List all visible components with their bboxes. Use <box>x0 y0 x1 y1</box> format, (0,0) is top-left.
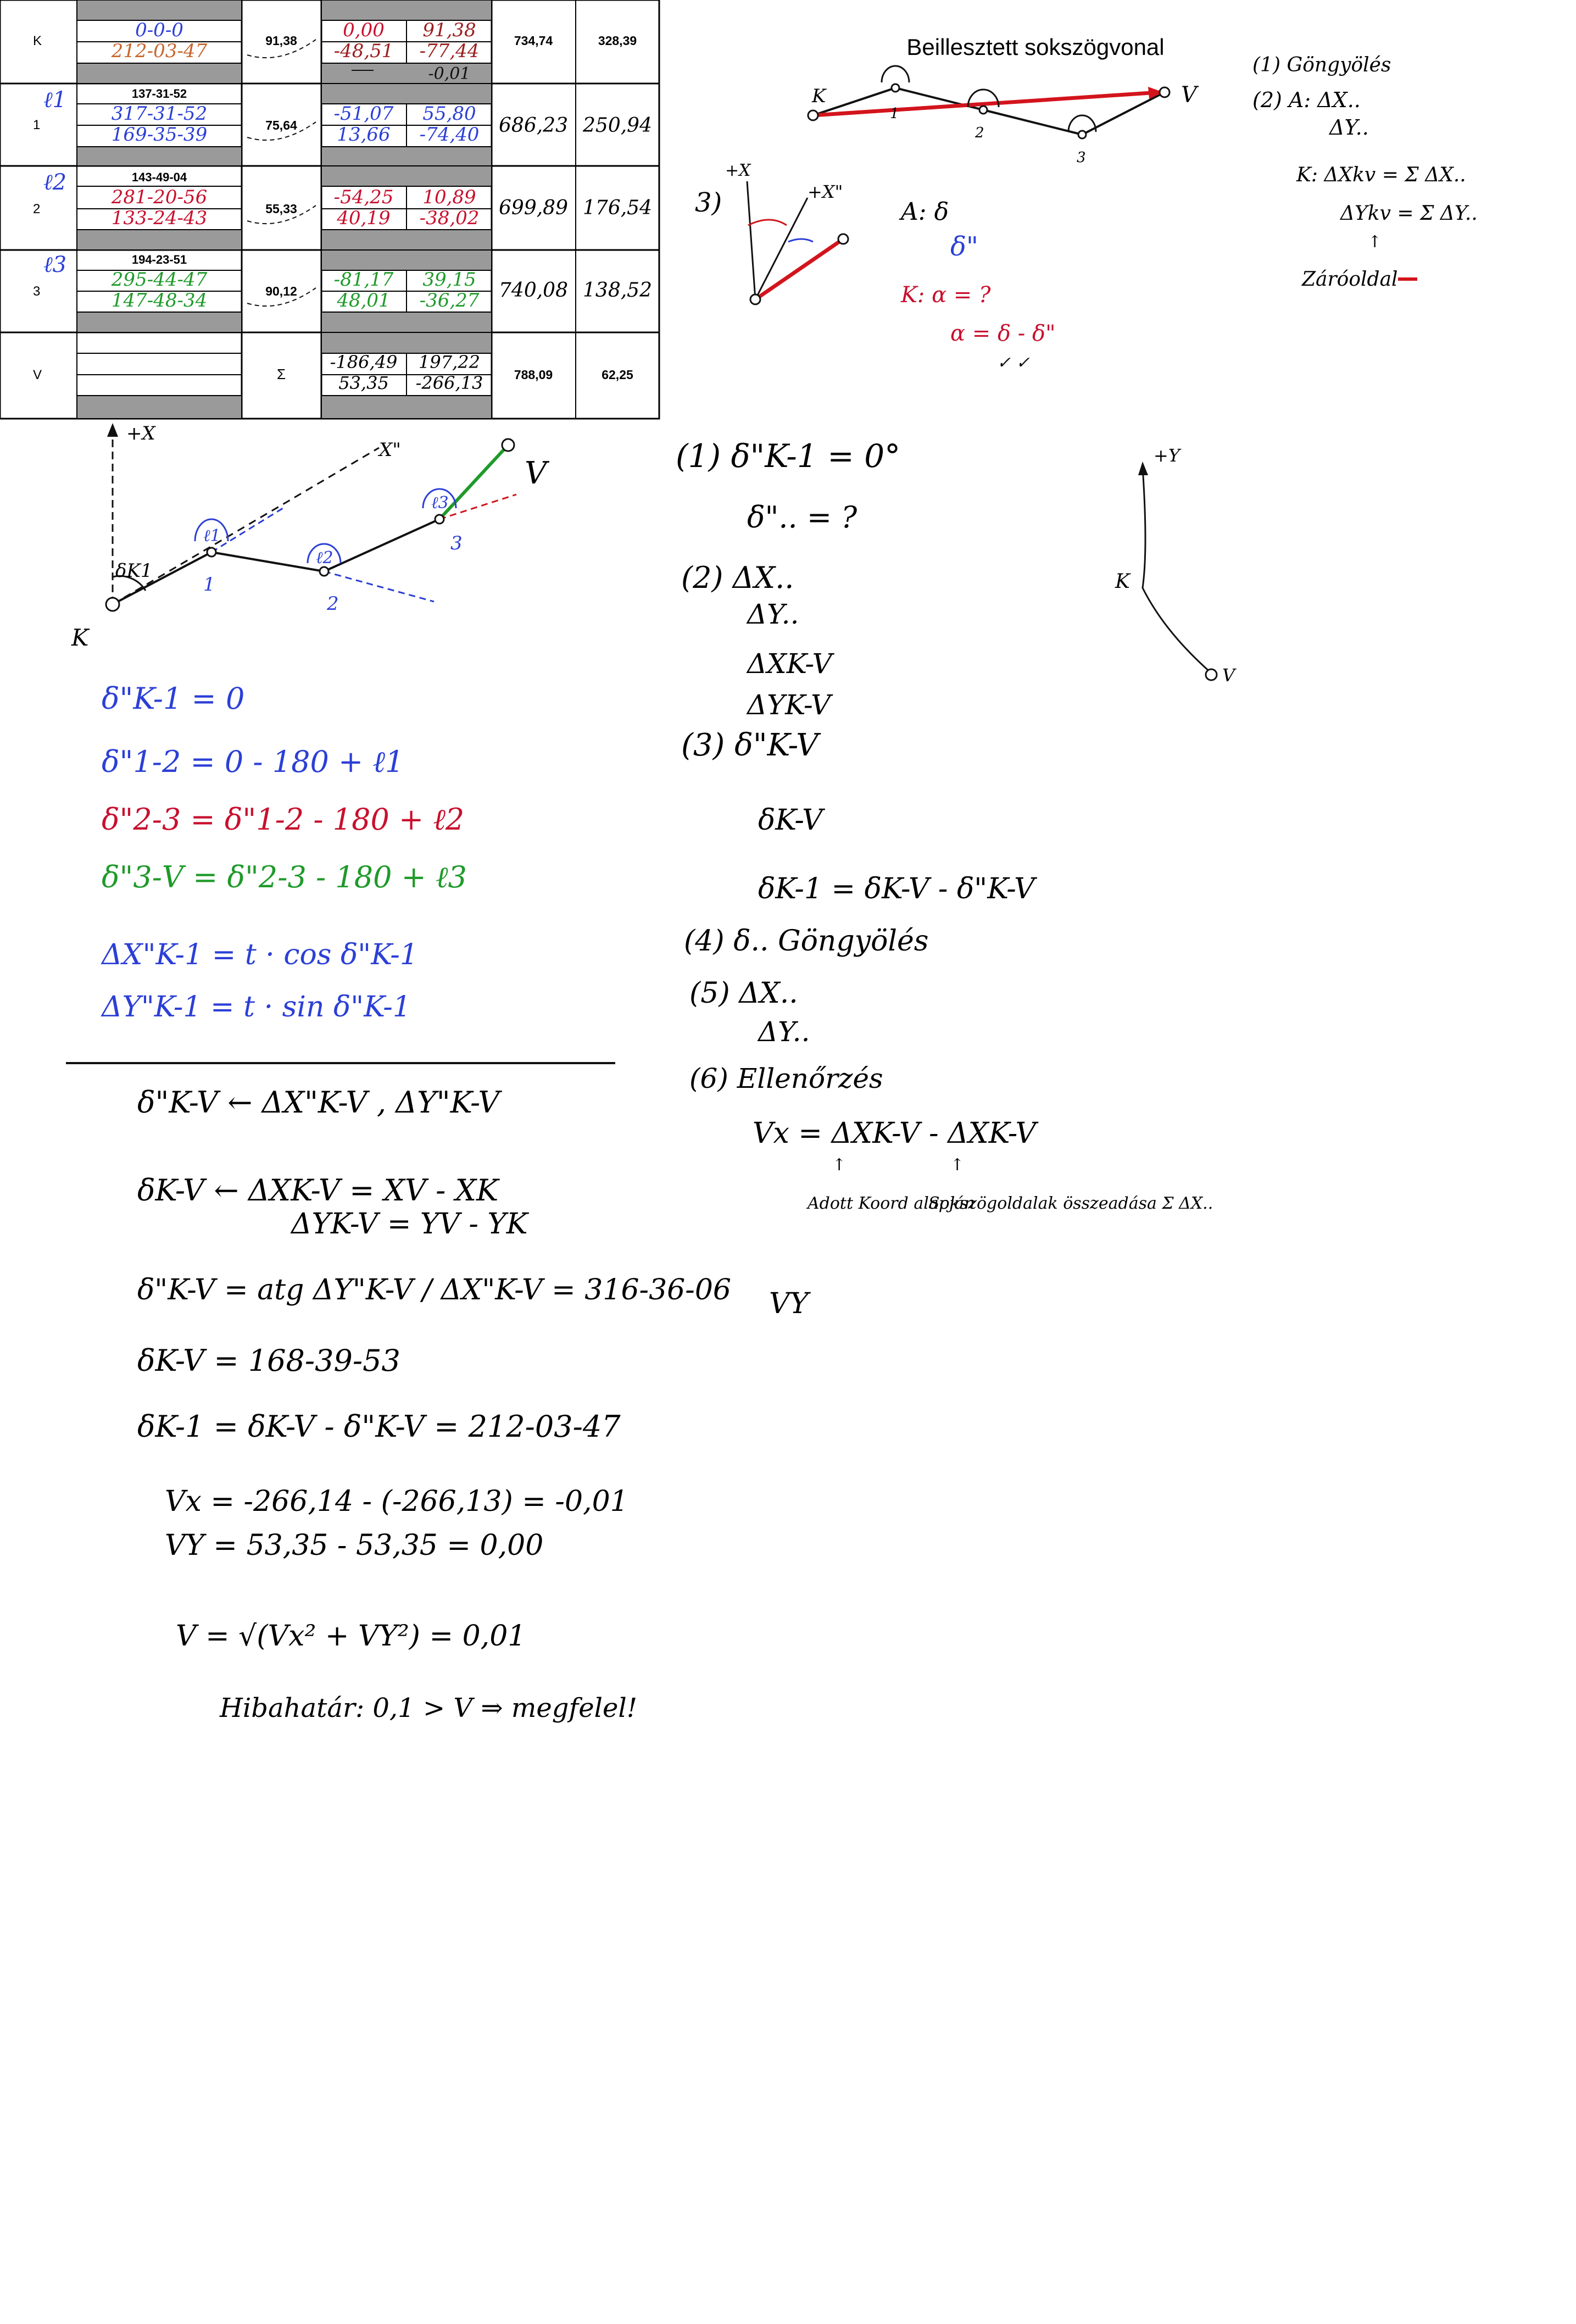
formula-line: δK-1 = δK-V - δ"K-V = 212-03-47 <box>137 1409 621 1444</box>
table-dx: 0,00 <box>343 19 385 41</box>
table-x: 740,08 <box>499 279 568 302</box>
table-sigma: Σ <box>276 366 286 382</box>
table-sum-dy: 197,22 <box>419 352 480 372</box>
step-line: (6) Ellenőrzés <box>689 1063 883 1094</box>
table-y: 328,39 <box>598 34 637 48</box>
table-point: K <box>33 34 42 48</box>
table-distance: 55,33 <box>265 202 297 216</box>
table-x: 686,23 <box>499 114 568 137</box>
note-A: A: δ <box>901 198 949 226</box>
formula-line: δ"3-V = δ"2-3 - 180 + ℓ3 <box>102 860 467 894</box>
table-dx: 48,01 <box>337 290 391 312</box>
table-dy: 39,15 <box>422 269 476 291</box>
svg-text:↑: ↑ <box>832 1155 847 1175</box>
formula-line: δ"1-2 = 0 - 180 + ℓ1 <box>102 744 404 779</box>
sketch-point-label: 1 <box>890 105 899 122</box>
table-angle: 194-23-51 <box>131 253 187 266</box>
sketch-point-label: 3 <box>1077 149 1086 166</box>
table-sum-dx: -186,49 <box>330 352 398 372</box>
step-line: δK-V <box>758 804 823 837</box>
formula-line: δ"2-3 = δ"1-2 - 180 + ℓ2 <box>102 802 465 837</box>
table-y: 62,25 <box>602 368 633 382</box>
sketch-point-label: 1 <box>203 574 215 596</box>
table-dy: -77,44 <box>419 40 480 62</box>
table-correction: -0,01 <box>428 64 471 84</box>
sketch-label-V: V <box>1222 665 1235 686</box>
svg-text:↑: ↑ <box>1368 232 1382 252</box>
formula-line: δK-V = 168-39-53 <box>137 1343 400 1378</box>
table-dx: -51,07 <box>333 103 394 125</box>
traverse-sketch-top <box>808 34 1478 291</box>
table-beta-symbol: ℓ2 <box>43 170 67 195</box>
step-line: ΔY.. <box>747 598 799 630</box>
right-steps-block <box>676 437 1213 1320</box>
computation-table <box>0 0 659 419</box>
angle-sketch <box>695 161 1055 372</box>
sketch-angle-label: ℓ3 <box>431 493 449 513</box>
formula-line: δ"K-1 = 0 <box>102 681 245 716</box>
sketch-angle-label: ℓ1 <box>203 526 221 546</box>
table-dy: -74,40 <box>419 124 480 146</box>
note-A-star: δ" <box>950 231 978 262</box>
table-beta-symbol: ℓ1 <box>43 87 67 113</box>
axis-label: +X" <box>808 181 843 202</box>
sketch-title: Beillesztett sokszögvonal <box>906 34 1165 60</box>
table-dy: 10,89 <box>422 186 476 208</box>
table-y: 250,94 <box>583 114 652 137</box>
yk-sketch <box>1115 445 1237 686</box>
table-direction: 317-31-52 <box>111 103 208 125</box>
table-direction: 295-44-47 <box>111 269 208 291</box>
sketch-label-K: K <box>71 624 89 651</box>
sketch-point-label: 3 <box>450 532 463 554</box>
table-dx: 40,19 <box>337 207 391 229</box>
table-x: 699,89 <box>499 197 568 219</box>
table-distance: 91,38 <box>265 34 297 48</box>
step-note: Sokszögoldalak összeadása Σ ΔX.. <box>928 1194 1213 1213</box>
table-angle: 137-31-52 <box>131 87 187 101</box>
note-line: ΔY.. <box>1329 115 1369 140</box>
step-note: Adott Koord alapján <box>808 1194 975 1213</box>
formula-line: δ"K-V ← ΔX"K-V , ΔY"K-V <box>137 1085 500 1120</box>
note-line: Záróoldal <box>1302 268 1398 291</box>
axis-label: +X <box>126 422 155 444</box>
sketch-angle-label: δK1 <box>115 560 153 582</box>
step-line: (4) δ.. Göngyölés <box>684 925 929 958</box>
table-direction: 147-48-34 <box>111 290 208 312</box>
sketch-angle-label: ℓ2 <box>316 548 333 568</box>
table-direction: 0-0-0 <box>135 19 183 41</box>
step-line: (1) δ"K-1 = 0° <box>676 437 901 475</box>
table-point: 3 <box>33 284 41 299</box>
step-line: (5) ΔX.. <box>689 977 798 1010</box>
table-x: 734,74 <box>514 34 553 48</box>
left-formula-block <box>66 681 615 1063</box>
formula-line: Hibahatár: 0,1 > V ⇒ megfelel! <box>220 1693 638 1723</box>
sketch-label-V: V <box>1181 82 1197 108</box>
table-dx: -81,17 <box>333 269 394 291</box>
table-distance: 75,64 <box>265 118 297 132</box>
sketch-label-V: V <box>525 455 547 491</box>
table-dy: -36,27 <box>419 290 480 312</box>
note-line: (2) A: ΔX.. <box>1252 88 1361 112</box>
step-line: δ".. = ? <box>747 500 857 535</box>
table-x: 788,09 <box>514 368 553 382</box>
table-direction: 169-35-39 <box>111 124 208 146</box>
note-alpha: α = δ - δ" <box>950 321 1056 346</box>
table-y: 176,54 <box>583 197 652 219</box>
sketch-point-label: 2 <box>327 593 339 615</box>
note-line: (1) Göngyölés <box>1252 54 1391 76</box>
table-dx: -48,51 <box>333 40 394 62</box>
table-direction: 212-03-47 <box>111 40 208 62</box>
axis-label: +Y <box>1154 445 1180 466</box>
table-point: 2 <box>33 202 41 216</box>
step-label: 3) <box>695 187 722 218</box>
step-line: δK-1 = δK-V - δ"K-V <box>758 872 1035 905</box>
axis-label: +X <box>725 161 751 180</box>
sketch-label-K: K <box>812 85 826 107</box>
formula-line: ΔY"K-1 = t · sin δ"K-1 <box>102 991 411 1024</box>
formula-line: Vx = -266,14 - (-266,13) = -0,01 <box>165 1485 628 1518</box>
step-line: VY <box>769 1287 809 1320</box>
note-line: K: ΔXkv = Σ ΔX.. <box>1296 164 1466 186</box>
table-dx: 13,66 <box>337 124 391 146</box>
step-line: Vx = ΔXK-V - ΔXK-V <box>753 1117 1037 1150</box>
bottom-formula-block <box>137 1085 731 1723</box>
note-line: ΔYkv = Σ ΔY.. <box>1340 202 1478 225</box>
table-distance: 90,12 <box>265 284 297 298</box>
table-dx: -54,25 <box>333 186 394 208</box>
formula-line: V = √(Vx² + VY²) = 0,01 <box>176 1620 526 1653</box>
table-dy: 91,38 <box>422 19 476 41</box>
table-point: 1 <box>33 118 41 132</box>
table-angle: 143-49-04 <box>131 170 187 184</box>
table-direction: 133-24-43 <box>111 207 208 229</box>
table-y: 138,52 <box>583 279 652 302</box>
step-line: (3) δ"K-V <box>681 727 818 763</box>
note-K: K: α = ? <box>901 282 991 308</box>
note-checks: ✓ ✓ <box>997 353 1030 372</box>
formula-line: δK-V ← ΔXK-V = XV - XK <box>137 1173 499 1208</box>
table-point: V <box>33 368 42 382</box>
table-dy: 55,80 <box>422 103 476 125</box>
svg-text:↑: ↑ <box>950 1155 965 1175</box>
table-sum-dx: 53,35 <box>338 372 389 393</box>
table-beta-symbol: ℓ3 <box>43 252 67 277</box>
axis-label: X" <box>379 439 401 461</box>
traverse-sketch-left <box>71 422 550 651</box>
step-line: ΔY.. <box>758 1016 810 1048</box>
sketch-label-K: K <box>1115 570 1130 593</box>
formula-line: δ"K-V = atg ΔY"K-V / ΔX"K-V = 316-36-06 <box>137 1274 732 1306</box>
table-sum-dy: -266,13 <box>415 372 483 393</box>
step-line: (2) ΔX.. <box>681 560 794 595</box>
formula-line: VY = 53,35 - 53,35 = 0,00 <box>165 1529 544 1562</box>
step-line: ΔXK-V <box>747 648 832 680</box>
formula-line: ΔYK-V = YV - YK <box>291 1208 528 1241</box>
formula-line: ΔX"K-1 = t · cos δ"K-1 <box>102 938 418 971</box>
table-direction: 281-20-56 <box>111 186 208 208</box>
sketch-point-label: 2 <box>975 125 984 141</box>
step-line: ΔYK-V <box>747 689 831 721</box>
table-dy: -38,02 <box>419 207 480 229</box>
